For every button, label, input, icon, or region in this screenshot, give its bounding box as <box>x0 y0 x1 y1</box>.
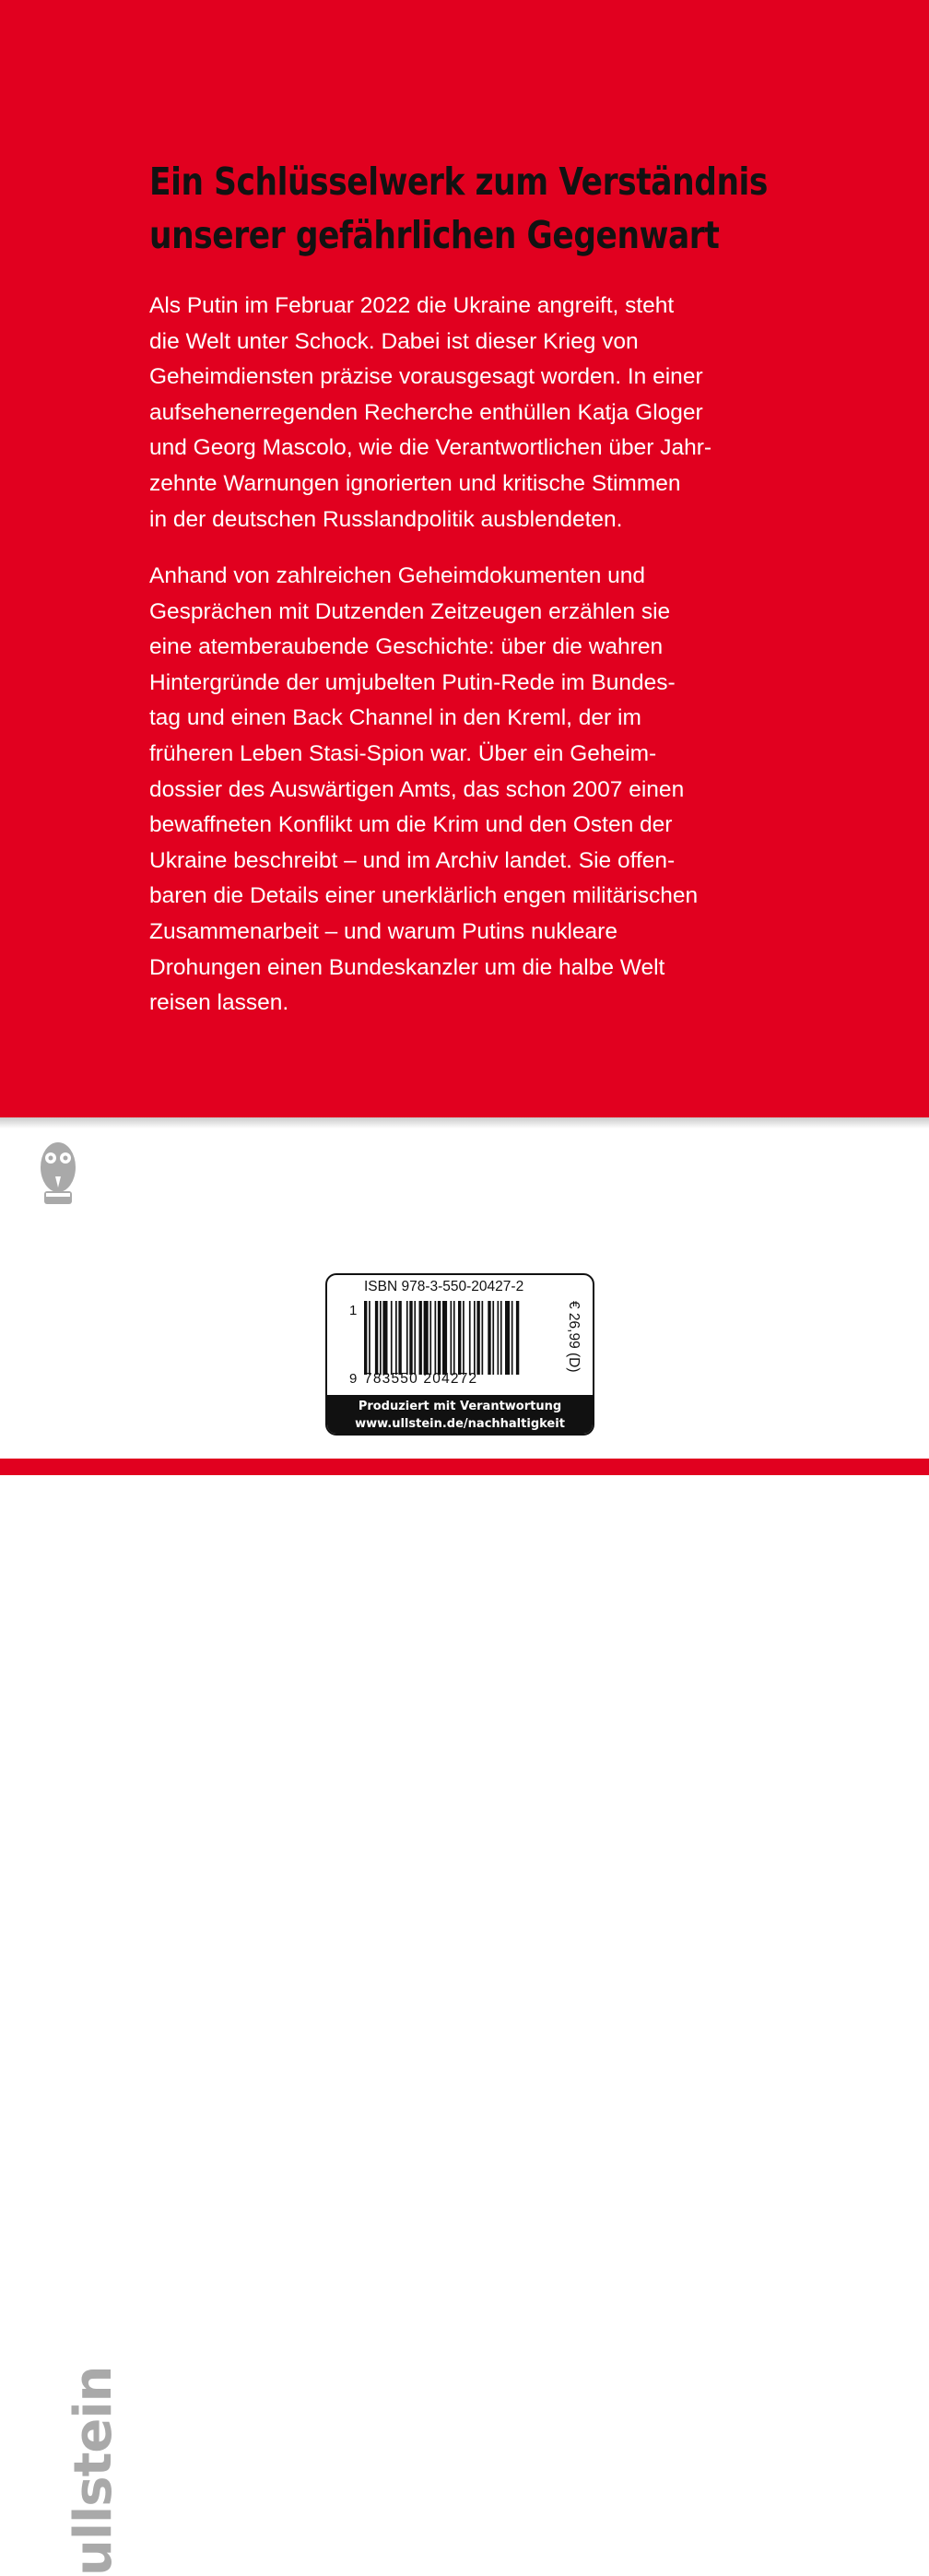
text-line: bewaffneten Konflikt um die Krim und den Osten der <box>149 812 673 838</box>
text-line: früheren Leben Stasi-Spion war. Über ein Geheim- <box>149 740 657 766</box>
publisher-name: ullstein <box>64 2366 123 2576</box>
blurb-paragraph-2 <box>149 559 698 1022</box>
barcode-bar <box>453 1301 455 1375</box>
text-line: reisen lassen. <box>149 990 289 1016</box>
barcode-bar <box>463 1301 464 1375</box>
barcode-bar <box>476 1301 479 1375</box>
barcode-bar <box>429 1301 431 1375</box>
barcode-bars <box>364 1301 558 1375</box>
text-line: baren die Details einer unerklärlich engen militärischen <box>149 883 699 909</box>
barcode-bar <box>369 1301 370 1375</box>
blurb-paragraph-1 <box>149 289 711 538</box>
barcode-bar <box>498 1301 500 1375</box>
headline-line-2: unserer gefährlichen Gegenwart <box>149 213 720 257</box>
text-line: Als Putin im Februar 2022 die Ukraine angreift, steht <box>149 293 675 318</box>
barcode-bar <box>500 1301 502 1375</box>
text-line: Geheimdiensten präzise vorausgesagt worden. In einer <box>149 364 703 390</box>
barcode-bar <box>516 1301 519 1375</box>
barcode-addon-digit: 1 <box>349 1303 358 1318</box>
headline <box>149 155 769 262</box>
text-line: Anhand von zahlreichen Geheimdokumenten und <box>149 563 646 588</box>
barcode-bar <box>419 1301 422 1375</box>
sustainability-line-1: Produziert mit Verantwortung <box>358 1400 562 1413</box>
barcode-bar <box>438 1301 441 1375</box>
text-line: eine atemberaubende Geschichte: über die wahren <box>149 634 664 660</box>
text-line: zehnte Warnungen ignorierten und kritische Stimmen <box>149 470 681 496</box>
barcode-bar <box>395 1301 397 1375</box>
text-line: Drohungen einen Bundeskanzler um die halbe Welt <box>149 954 665 980</box>
barcode-bar <box>512 1301 513 1375</box>
barcode-bar <box>364 1301 367 1375</box>
barcode-bar <box>474 1301 476 1375</box>
barcode-bar <box>406 1301 408 1375</box>
text-line: und Georg Mascolo, wie die Verantwortlichen über Jahr- <box>149 435 712 461</box>
sustainability-line-2: www.ullstein.de/nachhaltigkeit <box>355 1417 565 1431</box>
barcode-bar <box>398 1301 401 1375</box>
barcode-bar <box>451 1301 453 1375</box>
text-line: Zusammenarbeit – und warum Putins nukleare <box>149 918 617 944</box>
barcode-bar <box>435 1301 437 1375</box>
barcode-bar <box>375 1301 378 1375</box>
text-line: Gesprächen mit Dutzenden Zeitzeugen erzählen sie <box>149 598 671 624</box>
text-line: dossier des Auswärtigen Amts, das schon 2007 einen <box>149 776 685 802</box>
text-line: die Welt unter Schock. Dabei ist dieser Krieg von <box>149 328 639 354</box>
barcode-label <box>325 1273 594 1436</box>
text-line: Ukraine beschreibt – und im Archiv landet. Sie offen- <box>149 847 676 873</box>
headline-line-1: Ein Schlüsselwerk zum Verständnis <box>149 160 769 204</box>
barcode-bar <box>424 1301 429 1375</box>
text-line: tag und einen Back Channel in den Kreml, der im <box>149 705 641 731</box>
barcode-bar <box>469 1301 471 1375</box>
barcode-bar <box>505 1301 510 1375</box>
barcode-number: 783550 204272 <box>364 1371 478 1387</box>
text-line: aufsehenerregenden Recherche enthüllen Katja Gloger <box>149 399 703 425</box>
barcode-bar <box>409 1301 412 1375</box>
barcode-bar <box>414 1301 416 1375</box>
text-line: in der deutschen Russlandpolitik ausblendeten. <box>149 506 623 532</box>
barcode-bar <box>391 1301 393 1375</box>
isbn-text: ISBN 978-3-550-20427-2 <box>364 1279 524 1294</box>
publisher-logo <box>28 1140 123 2576</box>
barcode-lead-digit: 9 <box>349 1371 358 1387</box>
sustainability-note <box>327 1395 593 1434</box>
barcode-bar <box>458 1301 461 1375</box>
barcode-bar <box>492 1301 494 1375</box>
text-line: Hintergründe der umjubelten Putin-Rede im Bundes- <box>149 669 676 695</box>
barcode-bar <box>382 1301 387 1375</box>
price-text: € 26,99 (D) <box>566 1301 582 1373</box>
owl-icon <box>39 1140 77 1208</box>
fold-shadow <box>0 1117 929 1128</box>
barcode-bar <box>380 1301 382 1375</box>
barcode-bar <box>442 1301 447 1375</box>
bottom-red-strip <box>0 1459 929 1475</box>
barcode-bar <box>482 1301 484 1375</box>
barcode-bar <box>488 1301 490 1375</box>
